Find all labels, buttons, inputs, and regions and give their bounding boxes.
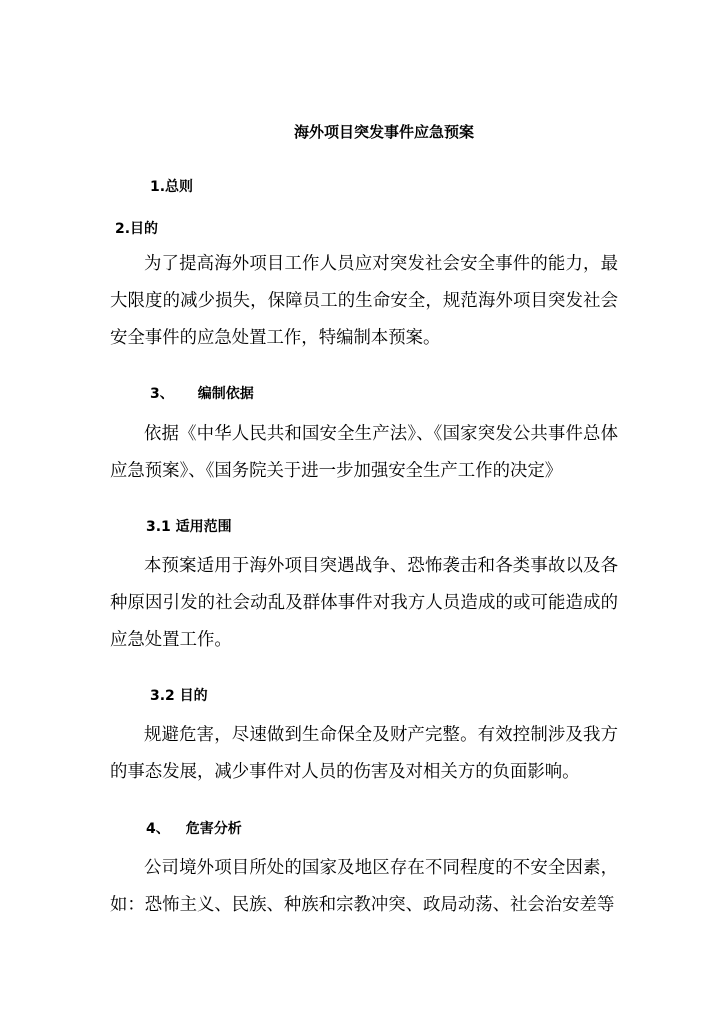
section-heading-text: 编制依据 xyxy=(197,386,254,402)
section-number: 3、 xyxy=(150,386,174,402)
paragraph-hazard: 公司境外项目所处的国家及地区存在不同程度的不安全因素，如：恐怖主义、民族、种族和宗教冲突、政局动荡、社会治安差等 xyxy=(110,858,618,915)
document-title: 海外项目突发事件应急预案 xyxy=(293,123,474,141)
paragraph-scope: 本预案适用于海外项目突遇战争、恐怖袭击和各类事故以及各种原因引发的社会动乱及群体事件对我方人员造成的或可能造成的应急处置工作。 xyxy=(110,556,618,650)
section-number: 4、 xyxy=(146,821,170,837)
section-heading-basis xyxy=(150,383,254,403)
section-heading-purpose: 2.目的 xyxy=(115,221,159,237)
paragraph-basis: 依据《中华人民共和国安全生产法》、《国家突发公共事件总体应急预案》、《国务院关于进一步加强安全生产工作的决定》 xyxy=(110,424,618,481)
paragraph-purpose: 为了提高海外项目工作人员应对突发社会安全事件的能力，最大限度的减少损失，保障员工的生命安全，规范海外项目突发社会安全事件的应急处置工作，特编制本预案。 xyxy=(110,254,618,348)
section-heading-scope: 3.1 适用范围 xyxy=(146,519,232,535)
section-heading-text: 危害分析 xyxy=(185,821,242,837)
paragraph-goal: 规避危害，尽速做到生命保全及财产完整。有效控制涉及我方的事态发展，减少事件对人员的伤害及对相关方的负面影响。 xyxy=(110,725,618,782)
section-heading-goal: 3.2 目的 xyxy=(150,688,208,704)
section-heading-general: 1.总则 xyxy=(150,179,194,195)
section-heading-hazard xyxy=(146,818,242,838)
